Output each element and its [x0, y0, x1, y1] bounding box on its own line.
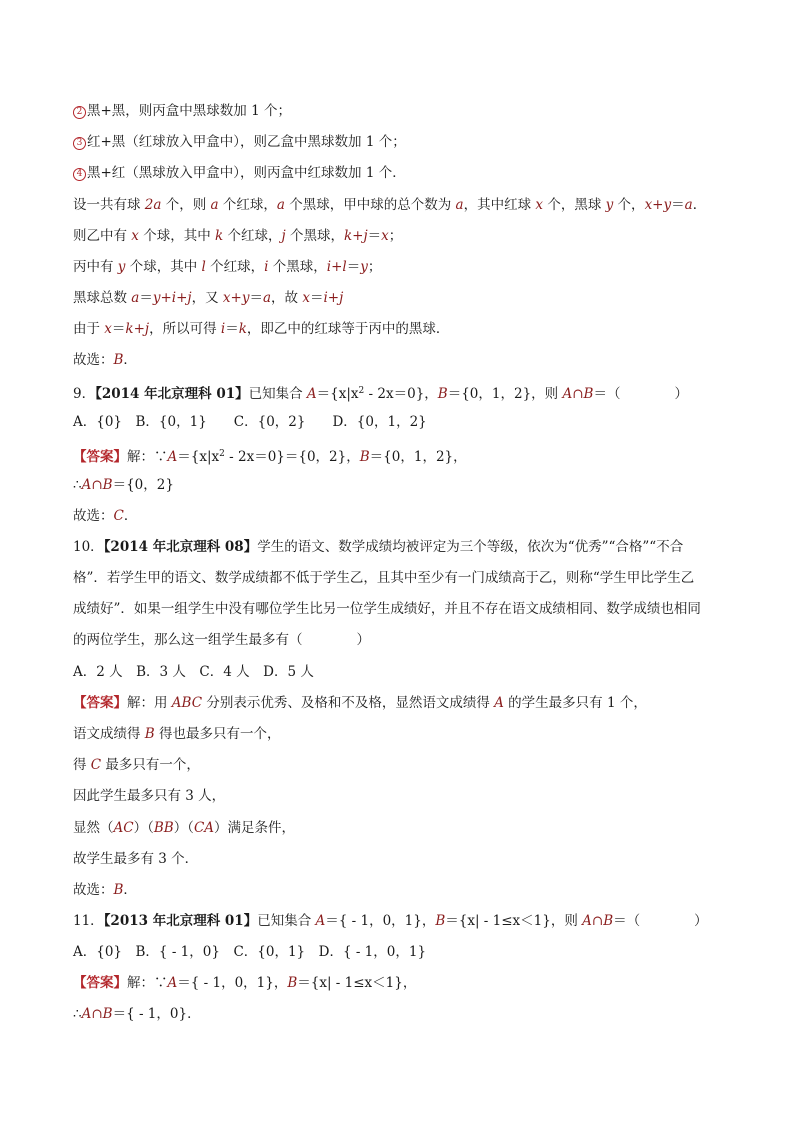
math-var: y: [360, 259, 368, 275]
math-var: B: [437, 386, 448, 402]
solution-text: 个黑球，: [285, 228, 344, 244]
period: ．: [123, 352, 137, 368]
math-var: A: [167, 449, 178, 465]
math-var: k+j: [125, 321, 150, 337]
question-source: 【2014 年北京理科 08】: [103, 539, 258, 555]
solution-text: 黑球总数: [73, 290, 132, 306]
solution-line: [73, 226, 733, 246]
solution-text: 个红球，: [205, 259, 265, 275]
solution-text: ．: [692, 197, 707, 213]
math-expr: A∩B: [81, 1006, 113, 1022]
question-10-answer: [73, 693, 733, 713]
choose-label: 故选：: [73, 352, 114, 368]
answer-label: 【答案】: [73, 975, 127, 991]
choose-letter: B: [113, 352, 124, 368]
solution-text: 个红球，: [218, 197, 277, 213]
math-var: a: [262, 290, 272, 306]
solution-text: ；: [367, 259, 382, 275]
question-11-answer: [73, 973, 733, 993]
solution-text: 由于: [73, 321, 105, 337]
set-text: ＝{x| - 1≤x＜1}，则: [445, 913, 583, 929]
math-var: AC: [113, 820, 134, 836]
math-var: B: [287, 975, 298, 991]
set-text: - 2x＝0}，: [364, 386, 438, 402]
math-var: x+y: [644, 197, 672, 213]
circled-number: 3: [73, 137, 86, 150]
question-9-choose: [73, 506, 733, 526]
question-10-answer-line: 因此学生最多只有 3 人，: [73, 788, 226, 804]
set-text: ＝{x|x: [316, 386, 359, 402]
math-var: k: [238, 321, 247, 337]
case-text: 黑+黑，则丙盒中黑球数加 1 个；: [87, 103, 291, 119]
math-var: k: [215, 228, 224, 244]
question-10-answer-line: [73, 818, 733, 838]
solution-text: ＝: [367, 228, 382, 244]
math-var: A: [315, 913, 326, 929]
choose-label: 故选：: [73, 882, 114, 898]
math-var: x: [104, 321, 112, 337]
question-11-answer-line2: [73, 1004, 733, 1024]
therefore-symbol: ∴: [73, 477, 82, 493]
question-source: 【2014 年北京理科 01】: [95, 386, 249, 402]
period: ．: [123, 882, 137, 898]
case-text: 黑+红（黑球放入甲盒中），则丙盒中红球数加 1 个．: [87, 165, 406, 181]
answer-text: - 2x＝0}＝{0，2}，: [224, 449, 360, 465]
case-line: [73, 132, 733, 152]
period: ．: [123, 508, 138, 524]
math-var: i: [220, 321, 226, 337]
solution-text: 个红球，: [223, 228, 282, 244]
choose-line: [73, 350, 733, 370]
question-10-choose: [73, 880, 733, 900]
answer-text: 的学生最多只有 1 个，: [503, 695, 647, 711]
answer-text: ＝{0，1，2}，: [369, 449, 467, 465]
solution-text: ，即乙中的红球等于丙中的黑球．: [246, 321, 450, 337]
solution-line: [73, 288, 733, 308]
math-var: i: [264, 259, 269, 275]
math-var: CA: [193, 820, 215, 836]
answer-text: ＝{ - 1，0}．: [112, 1006, 201, 1022]
choose-label: 故选：: [73, 508, 114, 524]
math-var: k+j: [343, 228, 368, 244]
answer-label: 【答案】: [73, 695, 127, 711]
math-var: a: [131, 290, 140, 306]
math-var: l: [201, 259, 206, 275]
question-11-options: A．{0} B．{ - 1，0} C．{0，1} D．{ - 1，0，1}: [73, 944, 427, 960]
stem-text: 已知集合: [257, 913, 316, 929]
solution-text: ；: [388, 228, 403, 244]
question-10-stem-line: 成绩好”．如果一组学生中没有哪位学生比另一位学生成绩好，并且不存在语文成绩相同、数学成绩也相同: [73, 601, 701, 617]
math-var: A: [494, 695, 504, 711]
solution-text: ＝: [225, 321, 239, 337]
solution-text: 个球，其中: [138, 228, 216, 244]
therefore-symbol: ∴: [73, 1006, 82, 1022]
answer-text: 分别表示优秀、及格和不及格，显然语文成绩得: [202, 695, 495, 711]
choose-letter: C: [113, 508, 124, 524]
math-var: y+i+j: [152, 290, 192, 306]
solution-text: 个黑球，甲中球的总个数为: [284, 197, 456, 213]
solution-line: [73, 319, 733, 339]
question-number: 11．: [73, 913, 104, 929]
question-10-stem-line: 格”．若学生甲的语文、数学成绩都不低于学生乙，且其中至少有一门成绩高于乙，则称“学生甲比学生乙: [73, 570, 695, 586]
answer-text: ）满足条件，: [214, 820, 296, 836]
math-var: a: [210, 197, 219, 213]
math-var: 2a: [144, 197, 162, 213]
stem-tail: ＝（ ）: [593, 386, 688, 402]
math-var: B: [359, 449, 370, 465]
solution-text: 个球，其中: [125, 259, 202, 275]
solution-text: 个黑球，: [268, 259, 327, 275]
math-var: x+y: [222, 290, 250, 306]
solution-text: ，所以可得: [149, 321, 221, 337]
case-text: 红+黑（红球放入甲盒中），则乙盒中黑球数加 1 个；: [87, 134, 406, 150]
case-line: [73, 101, 733, 121]
answer-text: 得: [73, 757, 91, 773]
answer-text: 语文成绩得: [73, 726, 145, 742]
answer-text: 解：∵: [127, 449, 168, 465]
math-var: x: [131, 228, 139, 244]
question-number: 10．: [73, 539, 104, 555]
math-var: BB: [153, 820, 174, 836]
solution-text: ＝: [249, 290, 263, 306]
math-var: y: [605, 197, 614, 213]
answer-text: ）（: [173, 820, 194, 836]
answer-text: 显然（: [73, 820, 114, 836]
solution-text: ＝: [309, 290, 324, 306]
solution-text: ，其中红球: [463, 197, 536, 213]
question-number: 9．: [73, 386, 96, 402]
math-var: B: [435, 913, 446, 929]
question-10-answer-line: [73, 724, 733, 744]
math-var: ABC: [171, 695, 203, 711]
solution-text: 个，则: [161, 197, 211, 213]
math-var: x: [381, 228, 389, 244]
answer-text: 解：∵: [127, 975, 168, 991]
answer-text: 得也最多只有一个，: [154, 726, 281, 742]
question-10-options: A．2 人 B．3 人 C．4 人 D．5 人: [73, 664, 314, 680]
question-9-answer-line2: [73, 475, 733, 495]
stem-text: 学生的语文、数学成绩均被评定为三个等级，依次为“优秀”“合格”“不合: [257, 539, 684, 555]
solution-line: [73, 257, 733, 277]
math-var: x: [302, 290, 310, 306]
answer-text: ＝{x| - 1≤x＜1}，: [297, 975, 417, 991]
math-var: a: [276, 197, 285, 213]
stem-text: 已知集合: [248, 386, 307, 402]
answer-text: ＝{0，2}: [112, 477, 174, 493]
question-10-answer-line: 故学生最多有 3 个．: [73, 851, 199, 867]
choose-letter: B: [113, 882, 124, 898]
math-var: i+l: [326, 259, 347, 275]
solution-text: 个，黑球: [543, 197, 606, 213]
solution-text: 则乙中有: [73, 228, 132, 244]
answer-text: ）（: [133, 820, 154, 836]
answer-text: ＝{ - 1，0，1}，: [177, 975, 288, 991]
math-var: A: [306, 386, 317, 402]
solution-text: 设一共有球: [73, 197, 145, 213]
solution-text: 个，: [613, 197, 645, 213]
set-text: ＝{0，1，2}，则: [447, 386, 563, 402]
math-var: B: [144, 726, 155, 742]
math-expr: A∩B: [81, 477, 113, 493]
question-10-stem: [73, 537, 733, 557]
stem-tail: ＝（ ）: [613, 913, 708, 929]
question-9-answer: [73, 444, 733, 467]
math-var: A: [167, 975, 178, 991]
solution-text: ＝: [111, 321, 126, 337]
question-9-options: A．{0} B．{0，1} C．{0，2} D．{0，1，2}: [73, 414, 427, 430]
circled-number: 4: [73, 168, 86, 181]
solution-text: 丙中有: [73, 259, 118, 275]
question-9-stem: [73, 381, 733, 404]
set-text: ＝{ - 1，0，1}，: [325, 913, 436, 929]
question-source: 【2013 年北京理科 01】: [103, 913, 258, 929]
math-var: x: [535, 197, 544, 213]
math-var: a: [684, 197, 693, 213]
math-expr: A∩B: [562, 386, 594, 402]
superscript: 2: [358, 386, 365, 396]
solution-text: ＝: [346, 259, 361, 275]
solution-text: ，又: [191, 290, 223, 306]
answer-text: 最多只有一个，: [101, 757, 200, 773]
solution-line: [73, 195, 733, 215]
superscript: 2: [219, 449, 225, 459]
solution-text: ＝: [139, 290, 153, 306]
answer-label: 【答案】: [73, 449, 127, 465]
math-expr: A∩B: [582, 913, 614, 929]
math-var: j: [281, 228, 286, 244]
question-11-stem: [73, 911, 733, 931]
circled-number: 2: [73, 106, 86, 119]
question-10-answer-line: [73, 755, 733, 775]
solution-text: ＝: [671, 197, 685, 213]
math-var: a: [455, 197, 464, 213]
question-10-stem-line: 的两位学生，那么这一组学生最多有（ ）: [73, 632, 370, 648]
math-var: i+j: [323, 290, 344, 306]
answer-text: 解：用: [127, 695, 172, 711]
case-line: [73, 163, 733, 183]
solution-text: ，故: [271, 290, 303, 306]
math-var: y: [117, 259, 126, 275]
answer-text: ＝{x|x: [177, 449, 220, 465]
math-var: C: [90, 757, 102, 773]
